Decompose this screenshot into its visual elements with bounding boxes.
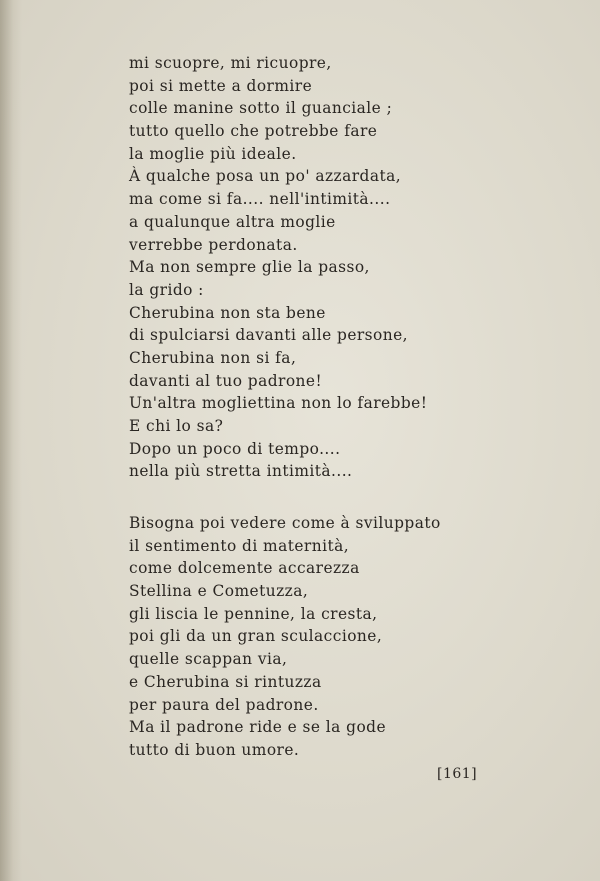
verse-line: À qualche posa un po' azzardata, [129, 167, 402, 186]
verse-line: tutto di buon umore. [129, 740, 300, 759]
verse-line: e Cherubina si rintuzza [129, 672, 322, 691]
poem-stanza-2 [129, 512, 441, 762]
verse-line: colle manine sotto il guanciale ; [129, 99, 393, 118]
page-number: [161] [437, 766, 478, 782]
verse-line: nella più stretta intimità.... [129, 462, 353, 481]
verse-line: Ma il padrone ride e se la gode [129, 718, 387, 737]
verse-line: mi scuopre, mi ricuopre, [129, 54, 332, 72]
binding-shadow [0, 0, 22, 881]
verse-line: quelle scappan via, [129, 650, 288, 669]
verse-line: poi si mette a dormire [129, 76, 313, 95]
verse-line: Stellina e Cometuzza, [129, 582, 309, 601]
verse-line: il sentimento di maternità, [129, 536, 350, 555]
poem-stanza-1 [129, 52, 427, 483]
verse-line: tutto quello che potrebbe fare [129, 122, 378, 141]
verse-line: davanti al tuo padrone! [129, 371, 323, 390]
verse-line: Cherubina non sta bene [129, 303, 326, 322]
verse-line: poi gli da un gran sculaccione, [129, 627, 383, 646]
verse-line: Dopo un poco di tempo.... [129, 439, 341, 458]
verse-line: Cherubina non si fa, [129, 348, 297, 367]
verse-line: per paura del padrone. [129, 695, 319, 714]
verse-line: a qualunque altra moglie [129, 212, 336, 231]
verse-line: Un'altra mogliettina non lo farebbe! [129, 394, 428, 413]
verse-line: la moglie più ideale. [129, 144, 297, 163]
verse-line: ma come si fa.... nell'intimità.... [129, 190, 391, 209]
verse-line: Ma non sempre glie la passo, [129, 258, 370, 277]
verse-line: Bisogna poi vedere come à sviluppato [129, 514, 441, 532]
verse-line: verrebbe perdonata. [129, 235, 298, 254]
verse-line: gli liscia le pennine, la cresta, [129, 604, 378, 623]
verse-line: di spulciarsi davanti alle persone, [129, 326, 409, 345]
verse-line: come dolcemente accarezza [129, 559, 360, 578]
verse-line: E chi lo sa? [129, 417, 224, 435]
verse-line: la grido : [129, 280, 204, 299]
